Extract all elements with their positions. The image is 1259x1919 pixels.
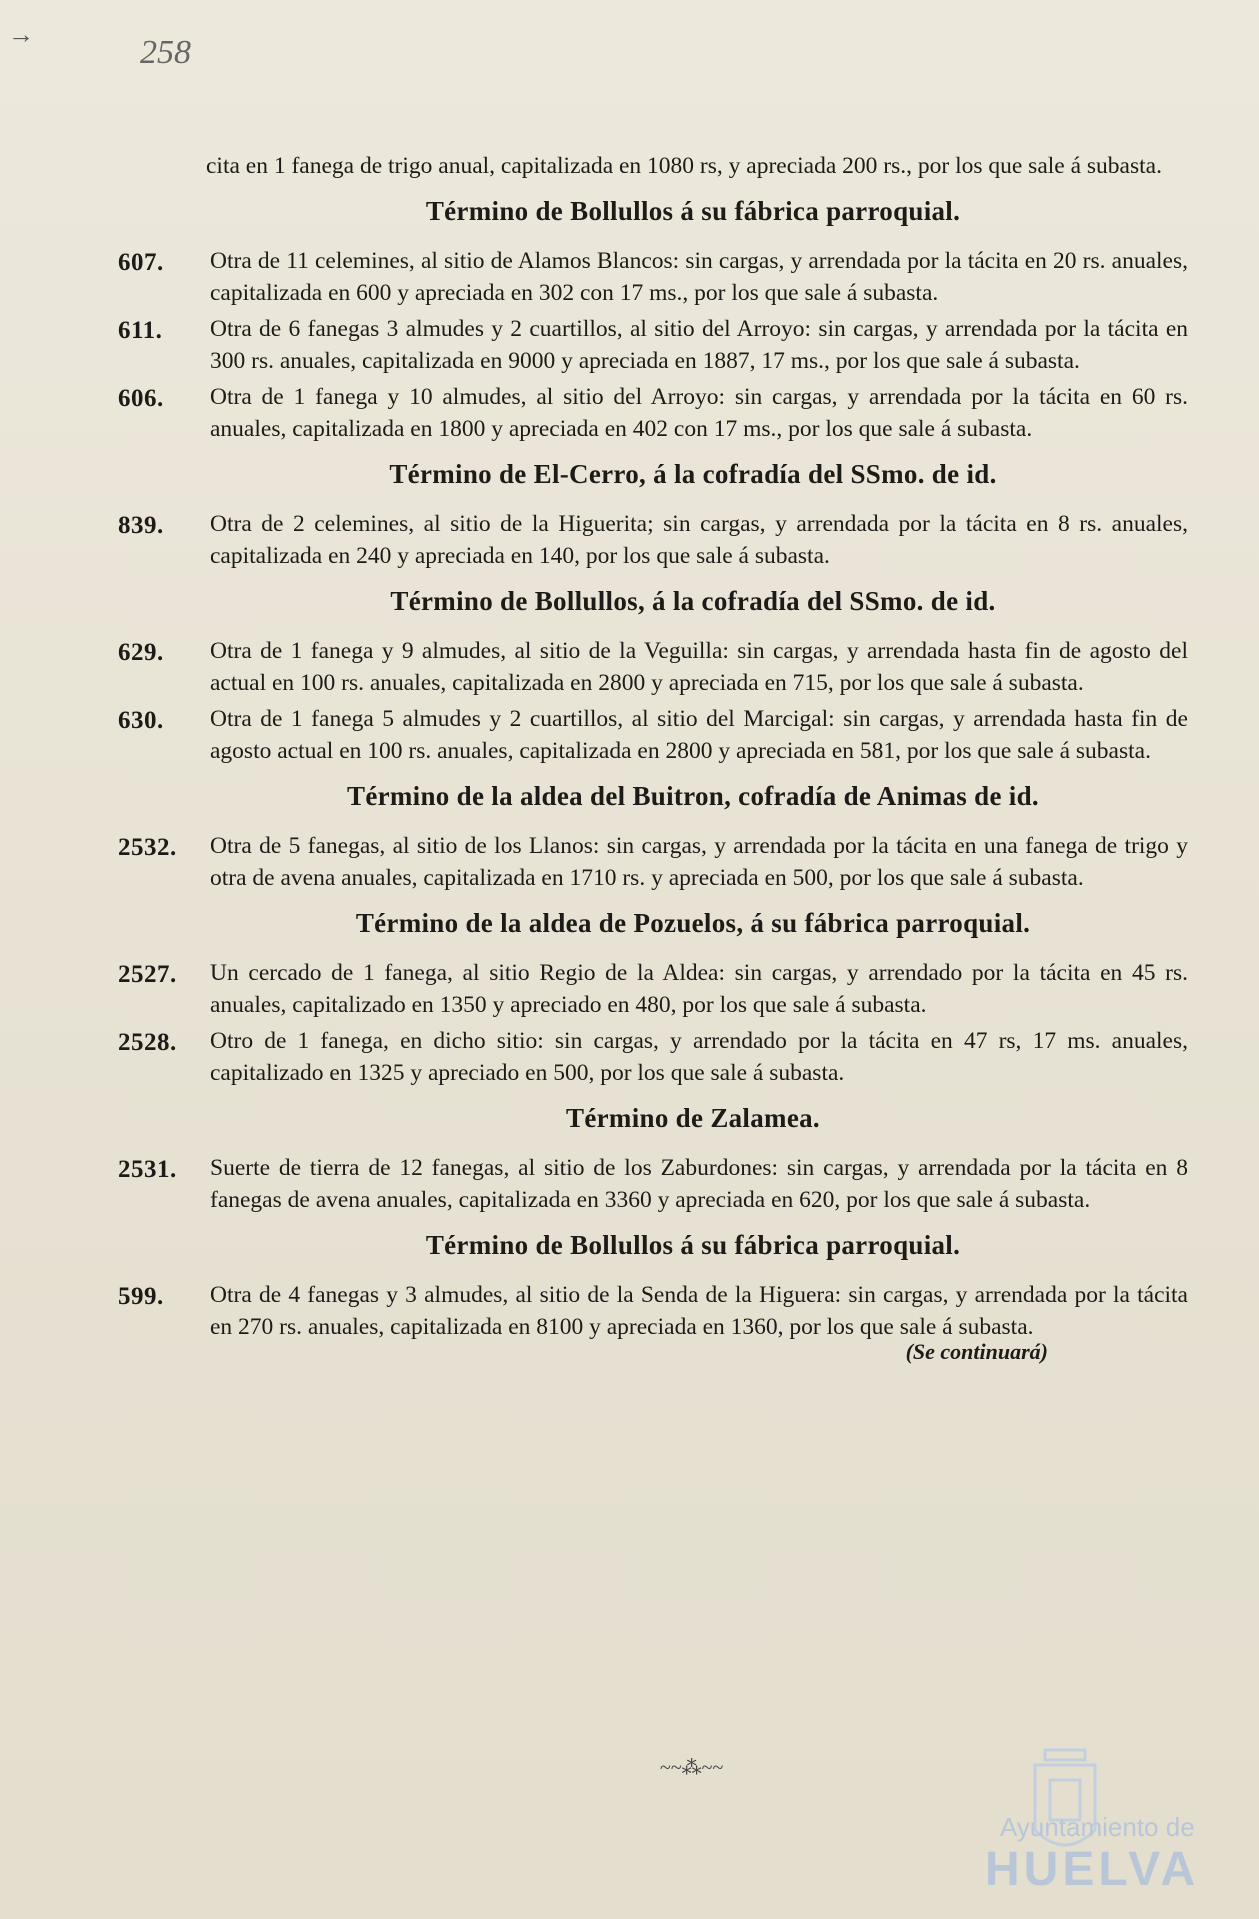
section-heading: Término de Zalamea. — [566, 1103, 820, 1133]
lot-entry — [118, 1152, 1188, 1216]
lot-entry — [118, 830, 1188, 894]
lot-entry — [118, 508, 1188, 572]
lot-description: Suerte de tierra de 12 fanegas, al sitio de los Zaburdones: sin cargas, y arrendada por la tácita en 8 fanegas de avena anuales, capitalizada en 3360 y apreciada en 620, por los que sale á subasta. — [210, 1155, 1188, 1213]
lot-number: 630. — [118, 707, 164, 734]
continued-note: (Se continuará) — [905, 1339, 1048, 1364]
lot-entry — [118, 1279, 1188, 1343]
intro-continuation: cita en 1 fanega de trigo anual, capitalizada en 1080 rs, y apreciada 200 rs., por los que sale á subasta. — [206, 153, 1162, 179]
lot-entry — [118, 1025, 1188, 1089]
lot-description: Otra de 2 celemines, al sitio de la Higuerita; sin cargas, y arrendada por la tácita en 8 rs. anuales, capitalizada en 240 y apreciada en 140, por los que sale á subasta. — [210, 511, 1188, 569]
watermark-line1: Ayuntamiento de — [1000, 1812, 1195, 1842]
lot-number: 606. — [118, 385, 164, 412]
lot-entry — [118, 703, 1188, 767]
section-heading: Término de Bollullos á su fábrica parroquial. — [425, 1230, 961, 1260]
section-heading: Término de Bollullos á su fábrica parroquial. — [425, 196, 961, 226]
lot-number: 839. — [118, 512, 164, 539]
lot-number: 2531. — [118, 1156, 177, 1183]
document-body — [118, 150, 1188, 1365]
lot-description: Un cercado de 1 fanega, al sitio Regio de la Aldea: sin cargas, y arrendado por la tácita en 45 rs. anuales, capitalizado en 1350 y apreciado en 480, por los que sale á subasta. — [210, 960, 1188, 1018]
lot-description: Otra de 1 fanega 5 almudes y 2 cuartillos, al sitio del Marcigal: sin cargas, y arrendada hasta fin de agosto actual en 100 rs. anuales, capitalizada en 2800 y apreciada en 581, por los que sale á subasta. — [210, 706, 1188, 764]
lot-entry — [118, 313, 1188, 377]
lot-number: 599. — [118, 1283, 164, 1310]
end-ornament: ~~⁂~~ — [660, 1757, 724, 1779]
lot-entry — [118, 635, 1188, 699]
lot-description: Otra de 4 fanegas y 3 almudes, al sitio de la Senda de la Higuera: sin cargas, y arrendada por la tácita en 270 rs. anuales, capitalizada en 8100 y apreciada en 1360, por los que sale á subasta. — [210, 1282, 1188, 1340]
lot-number: 2532. — [118, 834, 177, 861]
section-heading: Término de Bollullos, á la cofradía del SSmo. de id. — [390, 586, 996, 616]
handwritten-page-number: 258 — [140, 34, 191, 71]
lot-entry — [118, 957, 1188, 1021]
lot-description: Otra de 1 fanega y 9 almudes, al sitio de la Veguilla: sin cargas, y arrendada hasta fin de agosto del actual en 100 rs. anuales, capitalizada en 2800 y apreciada en 715, por los que sale á subasta. — [210, 638, 1188, 696]
lot-entry — [118, 381, 1188, 445]
lot-description: Otra de 11 celemines, al sitio de Alamos Blancos: sin cargas, y arrendada por la tácita en 20 rs. anuales, capitalizada en 600 y apreciada en 302 con 17 ms., por los que sale á subasta. — [210, 248, 1188, 306]
lot-number: 607. — [118, 249, 164, 276]
lot-description: Otra de 6 fanegas 3 almudes y 2 cuartillos, al sitio del Arroyo: sin cargas, y arrendada por la tácita en 300 rs. anuales, capitalizada en 9000 y apreciada en 1887, 17 ms., por los que sale á subasta. — [210, 316, 1188, 374]
lot-description: Otra de 5 fanegas, al sitio de los Llanos: sin cargas, y arrendada por la tácita en una fanega de trigo y otra de avena anuales, capitalizada en 1710 rs. y apreciada en 500, por los que sale á subasta. — [210, 833, 1188, 891]
sections-container — [118, 196, 1188, 1343]
lot-description: Otro de 1 fanega, en dicho sitio: sin cargas, y arrendado por la tácita en 47 rs, 17 ms. anuales, capitalizado en 1325 y apreciado en 500, por los que sale á subasta. — [210, 1028, 1188, 1086]
margin-arrow: → — [8, 20, 34, 49]
section-heading: Término de la aldea de Pozuelos, á su fábrica parroquial. — [355, 908, 1031, 938]
lot-number: 611. — [118, 317, 163, 344]
lot-entry — [118, 245, 1188, 309]
lot-number: 629. — [118, 639, 164, 666]
lot-description: Otra de 1 fanega y 10 almudes, al sitio del Arroyo: sin cargas, y arrendada por la tácita en 60 rs. anuales, capitalizada en 1800 y apreciada en 402 con 17 ms., por los que sale á subasta. — [210, 384, 1188, 442]
section-heading: Término de El-Cerro, á la cofradía del SSmo. de id. — [389, 459, 997, 489]
lot-number: 2528. — [118, 1029, 177, 1056]
lot-number: 2527. — [118, 961, 177, 988]
section-heading: Término de la aldea del Buitron, cofradía de Animas de id. — [347, 781, 1039, 811]
watermark-line2: HUELVA — [985, 1843, 1200, 1896]
